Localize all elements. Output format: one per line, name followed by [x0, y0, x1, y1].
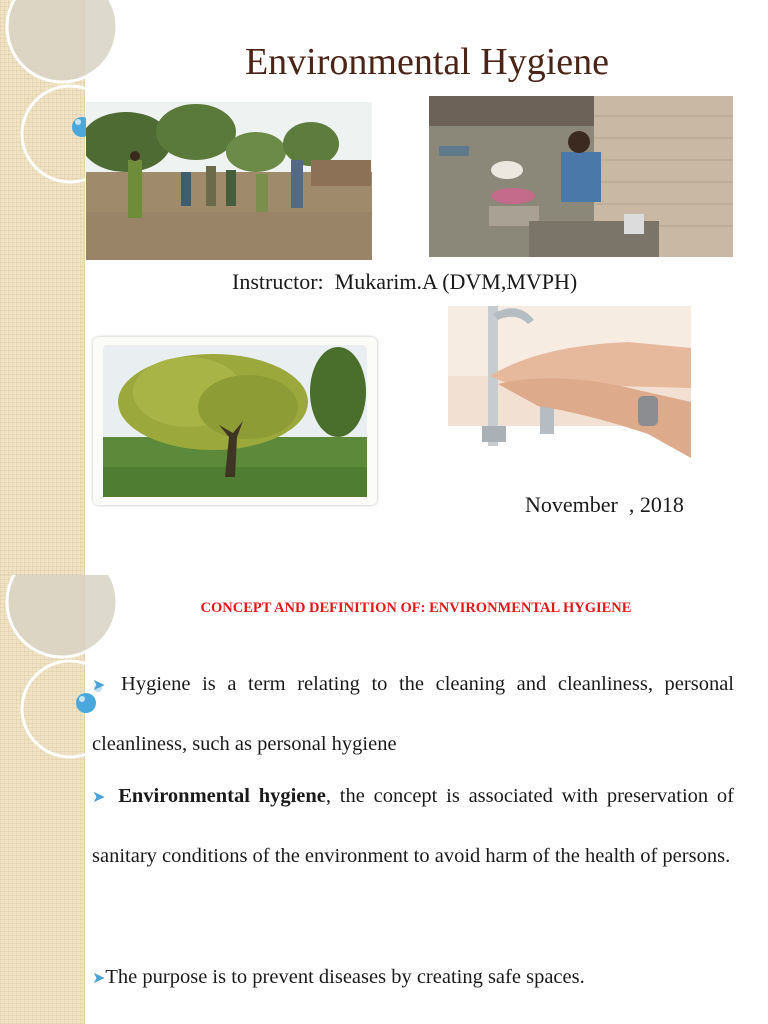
point-hygiene-definition — [92, 655, 734, 773]
hand-washing-photo — [448, 306, 691, 470]
slide-2 — [0, 575, 768, 1024]
point-1-text: Hygiene is a term relating to the cleaning and cleanliness, personal cleanliness, such as personal hygiene — [92, 673, 735, 755]
point-3-text: The purpose is to prevent diseases by creating safe spaces. — [105, 966, 585, 988]
chevron-right-icon: ➤ — [92, 789, 106, 806]
chevron-right-icon: ➤ — [92, 970, 106, 987]
point-purpose — [92, 963, 734, 993]
point-2-text: , the concept is associated with preservation of sanitary conditions of the environment to avoid harm of the health of persons. — [92, 785, 734, 867]
section-heading: CONCEPT AND DEFINITION OF: ENVIRONMENTAL HYGIENE — [200, 600, 632, 616]
people-sweeping-village-photo — [86, 102, 372, 260]
instructor-line: Instructor: Mukarim.A (DVM,MVPH) — [232, 269, 578, 294]
tree-photo — [93, 337, 377, 505]
slide-title: Environmental Hygiene — [244, 41, 610, 83]
presentation-date: November , 2018 — [525, 492, 684, 517]
point-2-bold-term: Environmental hygiene — [118, 785, 326, 807]
chevron-right-icon: ➤ — [92, 677, 106, 694]
woman-washing-in-rubble-photo — [429, 96, 733, 257]
point-environmental-hygiene — [92, 767, 734, 885]
